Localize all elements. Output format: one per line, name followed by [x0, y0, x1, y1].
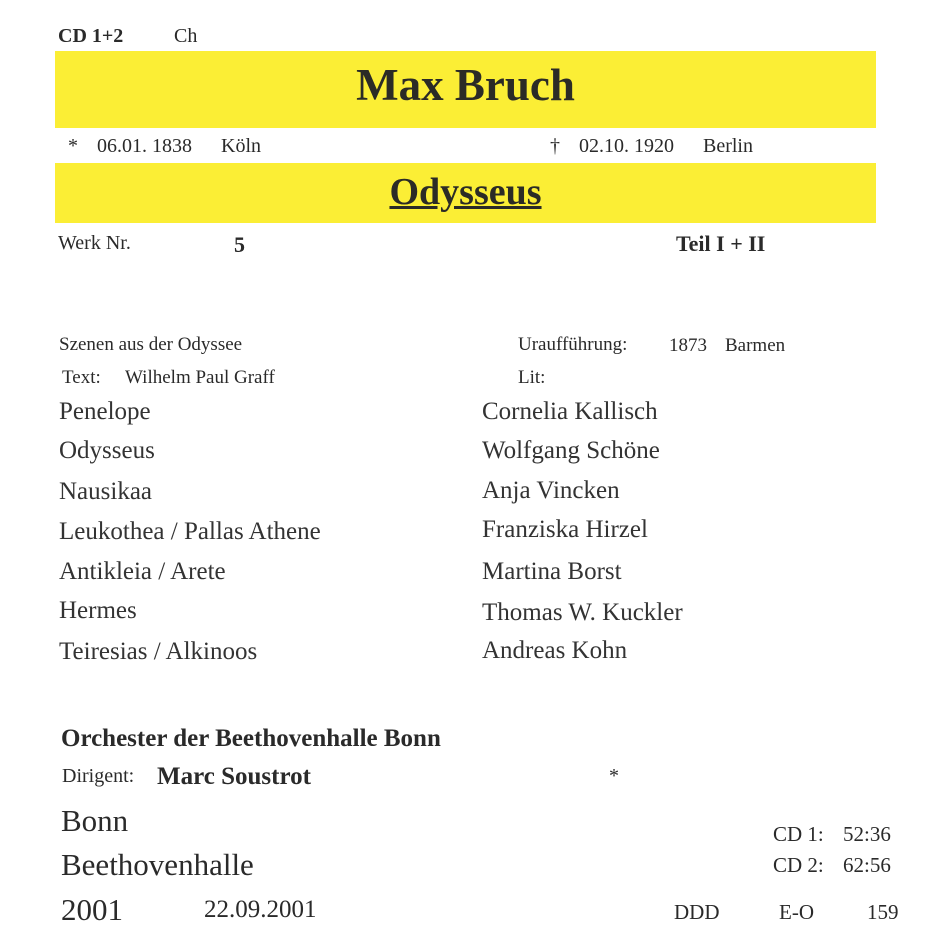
source-code: E-O	[779, 900, 814, 924]
cast-role: Leukothea / Pallas Athene	[59, 518, 321, 545]
track-label: CD 1:	[773, 822, 824, 846]
premiere-place: Barmen	[725, 335, 786, 356]
premiere-label: Uraufführung:	[518, 334, 628, 355]
work-title: Odysseus	[389, 171, 542, 213]
cast-singer: Franziska Hirzel	[482, 516, 648, 543]
death-place: Berlin	[703, 135, 753, 157]
cd-label: CD 1+2	[58, 25, 124, 47]
opus-number: 5	[234, 232, 245, 257]
recording-city: Bonn	[61, 803, 129, 838]
collection-code: Ch	[174, 25, 198, 47]
recording-year: 2001	[61, 892, 123, 927]
birth-symbol: *	[68, 135, 78, 157]
work-subtitle: Szenen aus der Odyssee	[59, 334, 243, 355]
birth-place: Köln	[221, 135, 261, 157]
recording-code: DDD	[674, 900, 720, 924]
literature-label: Lit:	[518, 367, 546, 388]
cast-role: Antikleia / Arete	[59, 558, 226, 585]
cast-singer: Martina Borst	[482, 558, 622, 585]
death-date: 02.10. 1920	[579, 135, 674, 157]
text-label: Text:	[62, 367, 101, 388]
cast-singer: Andreas Kohn	[482, 637, 628, 664]
cast-singer: Thomas W. Kuckler	[482, 599, 683, 626]
track-duration: 52:36	[843, 822, 891, 846]
recording-date: 22.09.2001	[204, 896, 317, 923]
cast-singer: Cornelia Kallisch	[482, 398, 658, 425]
conductor-label: Dirigent:	[62, 765, 135, 787]
cast-singer: Anja Vincken	[482, 477, 620, 504]
cast-role: Teiresias / Alkinoos	[59, 638, 258, 665]
conductor-name: Marc Soustrot	[157, 763, 311, 790]
text-author: Wilhelm Paul Graff	[125, 367, 275, 388]
birth-date: 06.01. 1838	[97, 135, 192, 157]
catalog-number: 159	[867, 900, 899, 924]
cast-singer: Wolfgang Schöne	[482, 437, 660, 464]
track-duration: 62:56	[843, 853, 891, 877]
premiere-year: 1873	[669, 335, 707, 356]
cast-role: Nausikaa	[59, 478, 153, 505]
cast-role: Penelope	[59, 398, 151, 425]
opus-label: Werk Nr.	[58, 232, 131, 254]
asterisk-mark: *	[609, 765, 619, 787]
cast-role: Hermes	[59, 597, 137, 624]
recording-venue: Beethovenhalle	[61, 847, 254, 882]
cast-role: Odysseus	[59, 437, 155, 464]
death-symbol: †	[550, 135, 560, 157]
track-label: CD 2:	[773, 853, 824, 877]
work-parts: Teil I + II	[676, 231, 766, 256]
orchestra: Orchester der Beethovenhalle Bonn	[61, 725, 441, 752]
composer-name: Max Bruch	[356, 60, 575, 110]
